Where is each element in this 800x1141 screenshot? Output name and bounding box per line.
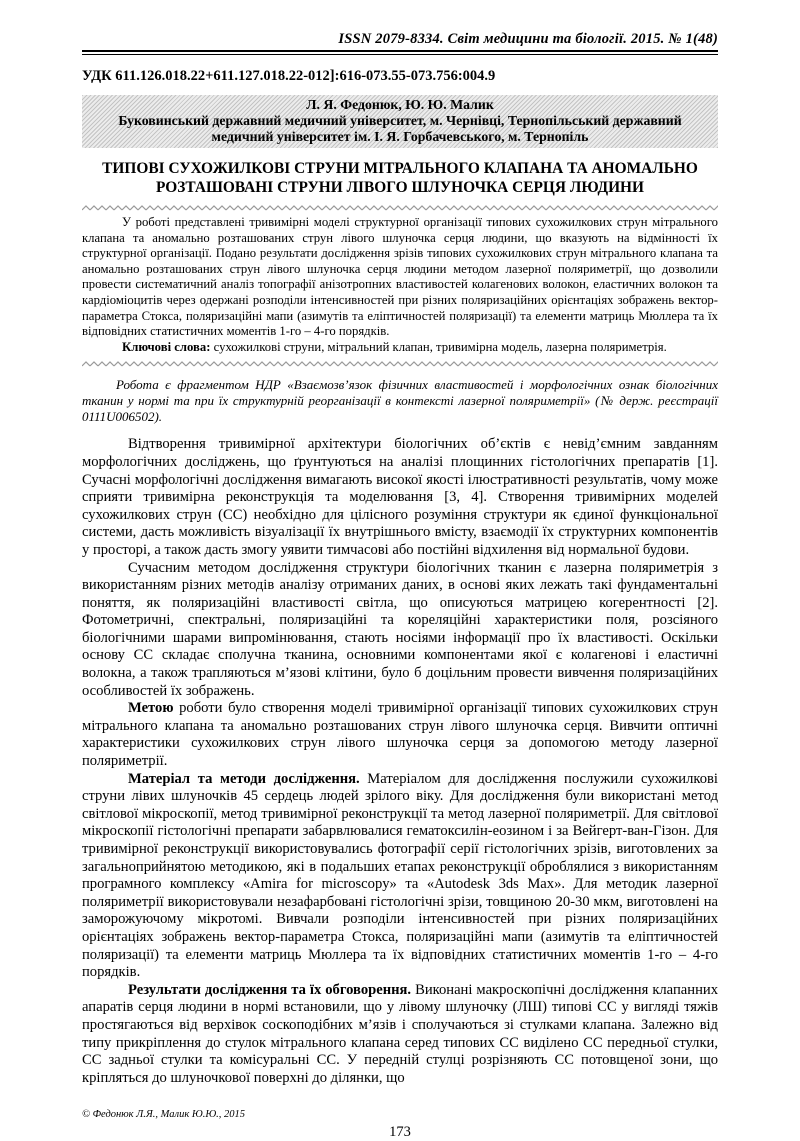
funding-text: Робота є фрагментом НДР «Взаємозв’язок фізичних властивостей і морфологічних ознак біологічних тканин у нормі та при їх структурній реорганізації в контексті лазерної поляриметрії» (№ держ. реєстрації 0111U006502). [82, 377, 718, 425]
article-body [82, 436, 718, 1087]
keywords-text: сухожилкові струни, мітральний клапан, тривимірна модель, лазерна поляриметрія. [210, 339, 667, 354]
page-number: 173 [389, 1124, 411, 1141]
body-paragraph [82, 771, 718, 982]
authors-names: Л. Я. Федонюк, Ю. Ю. Малик [306, 97, 494, 112]
funding-statement [82, 377, 718, 425]
copyright-notice: © Федонюк Л.Я., Малик Ю.Ю., 2015 [82, 1109, 246, 1121]
body-paragraph [82, 560, 718, 701]
keywords-line [82, 340, 718, 356]
abstract-section [82, 215, 718, 355]
keywords-label: Ключові слова: [122, 339, 211, 354]
abstract-text: У роботі представлені тривимірні моделі структурної організації типових сухожилкових струн мітрального клапана та аномально розташованих струн лівого шлуночка серця людини, що вказують на відмінності їх структурної організації. Подано результати дослідження зрізів типових сухожилкових струн мітрального клапана та аномально розташованих струн лівого шлуночка серця людини методом лазерної поляриметрії, що дозволили провести систематичний аналіз топографії анізотропних властивостей колагенових волокон, еластичних волокон та кардіоміоцитів через одержані розподіли інтенсивностей при різних поляризаційних орієнтаціях зображень вектор-параметра Стокса, поляризаційні мапи (азимутів та еліптичностей поляризації) та елементи матриць Мюллера та їх відповідних статистичних моментів 1-го – 4-го порядків. [82, 215, 718, 339]
authors-affiliation-block [82, 95, 718, 148]
journal-issn-header: ISSN 2079-8334. Світ медицини та біології. 2015. № 1(48) [338, 31, 718, 47]
zigzag-separator-bottom [82, 360, 718, 368]
header-double-rule [82, 50, 718, 55]
body-paragraph [82, 436, 718, 559]
paragraph-lead: Метою [128, 700, 174, 717]
paragraph-text: Відтворення тривимірної архітектури біологічних об’єктів є невід’ємним завданням морфологічних досліджень, що ґрунтуються на аналізі площинних гістологічних препаратів [1]. Сучасні морфологічні дослідження вимагають високої якості ілюстративності результатів, чому може сприяти тривимірна реконструкція та моделювання [3, 4]. Створення тривимірних моделей сухожилкових струн (СС) необхідно для цілісного розуміння структури як єдиної функціональної системи, дасть можливість візуалізації їх внутрішнього вмісту, взаємодії їх структурних компонентів у просторі, а також дасть змогу уявити тимчасові або постійні відхилення від нормальної будови. [82, 436, 718, 558]
page-content [82, 30, 718, 1141]
paragraph-text: Сучасним методом дослідження структури біологічних тканин є лазерна поляриметрія з використанням різних методів аналізу отриманих даних, в основі яких лежать такі фундаментальні поняття, як поляризаційні властивості світла, що описуються матрицею когерентності [2]. Фотометричні, спектральні, поляризаційні та кореляційні характеристики поля, розсіяного біологічними шарами випромінювання, стають носіями інформації про їх властивості. Оскільки основу СС складає сполучна тканина, основними компонентами якої є колагенові і еластичні волокна, а також трапляються м’язові клітини, було б доцільним провести вивчення поляризаційних особливостей їх зображень. [82, 559, 718, 699]
paragraph-text: роботи було створення моделі тривимірної організації типових сухожилкових струн мітрального клапана та аномально розташованих струн лівого шлуночка серця. Вивчити оптичні характеристики сухожилкових струн лівого шлуночка серця за допомогою методу лазерної поляриметрії. [82, 700, 718, 770]
paper-title: ТИПОВІ СУХОЖИЛКОВІ СТРУНИ МІТРАЛЬНОГО КЛАПАНА ТА АНОМАЛЬНО РОЗТАШОВАНІ СТРУНИ ЛІВОГО ШЛУНОЧКА СЕРЦЯ ЛЮДИНИ [102, 160, 698, 196]
udk-code: УДК 611.126.018.22+611.127.018.22-012]:616-073.55-073.756:004.9 [82, 68, 496, 84]
body-paragraph [82, 700, 718, 770]
paragraph-text: Матеріалом для дослідження послужили сухожилкові струни лівих шлуночків 45 сердець людей зрілого віку. Для дослідження були використані метод світлової мікроскопії, метод тривимірної реконструкції та метод лазерної поляриметрії. Для світлової мікроскопії гістологічні препарати забарвлювалися гематоксилін-еозином і за Вейгерт-ван-Гізон. Для тривимірної реконструкції використовувались фотографії серії гістологічних зрізів, виготовлених за загальноприйнятою методикою, які в подальших етапах реконструкції оброблялися з використанням програмного комплексу «Amira for microscopy» та «Autodesk 3ds Max». Для методик лазерної поляриметрії використовували незафарбовані гістологічні зрізи, товщиною 20-30 мкм, виготовлені на заморожуючому мікротомі. Вивчали розподіли інтенсивностей при різних поляризаційних орієнтаціях зображень вектор-параметра Стокса, поляризаційні мапи (азимутів та еліптичностей поляризації) та елементи матриць Мюллера та їх відповідних статистичних моментів 1-го – 4-го порядків. [82, 770, 718, 981]
authors-affiliation: Буковинський державний медичний університет, м. Чернівці, Тернопільський державний медичний університет ім. І. Я. Горбачевського, м. Тернопіль [118, 113, 682, 144]
paragraph-text: Виконані макроскопічні дослідження клапанних апаратів серця людини в нормі встановили, що у лівому шлуночку (ЛШ) типові СС у вигляді тяжів простягаються від верхівок соскоподібних м’язів і сполучаються зі стулками клапана. Залежно від типу прикріплення до стулок мітрального клапана серед типових СС виділено СС передньої стулки, СС задньої стулки та комісуральні СС. У передній стулці розрізняють СС потовщеної зони, що кріпляться до шлуночкової поверхні до ділянки, що [82, 981, 718, 1086]
paragraph-lead: Матеріал та методи дослідження. [128, 770, 360, 787]
zigzag-separator-top [82, 204, 718, 212]
paragraph-lead: Результати дослідження та їх обговорення. [128, 981, 412, 998]
body-paragraph [82, 982, 718, 1088]
